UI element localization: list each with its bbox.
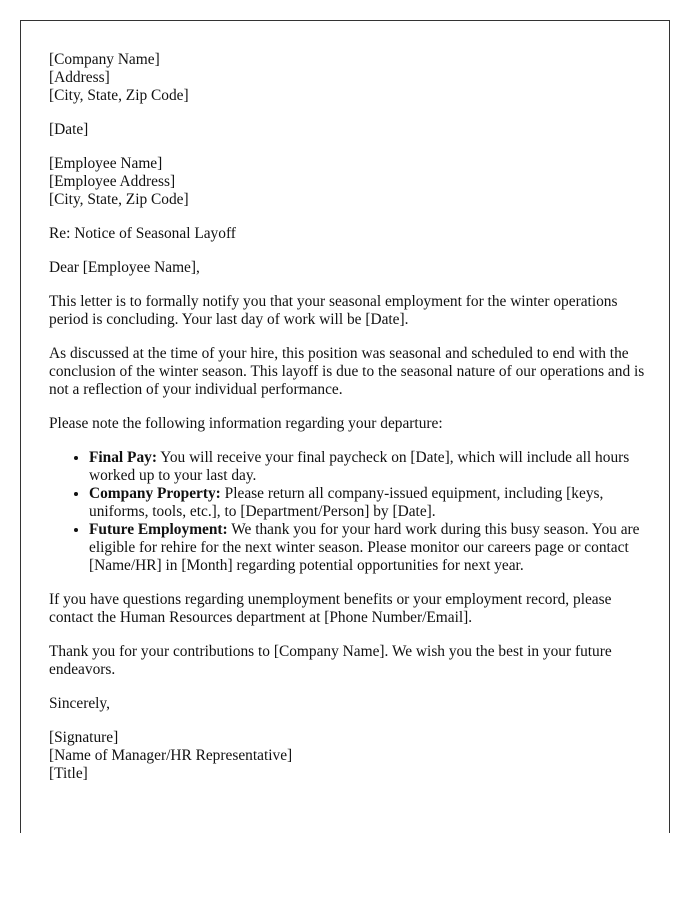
- list-item: [89, 449, 649, 485]
- recipient-block: [49, 155, 649, 209]
- letter-date: [Date]: [49, 121, 89, 138]
- paragraph: If you have questions regarding unemployment benefits or your employment record, please contact the Human Resources department at [Phone Number/Email].: [49, 591, 612, 626]
- letter-page: [20, 20, 670, 833]
- sender-block: [49, 51, 649, 105]
- recipient-address: [Employee Address]: [49, 173, 176, 190]
- recipient-city: [City, State, Zip Code]: [49, 191, 189, 208]
- paragraph: Thank you for your contributions to [Company Name]. We wish you the best in your future endeavors.: [49, 643, 612, 678]
- departure-info-list: [49, 449, 649, 575]
- item-text: We thank you for your hard work during this busy season. You are eligible for rehire for the next winter season. Please monitor our careers page or contact [Name/HR] in [Month] regarding potential opportunities for next year.: [89, 521, 640, 574]
- signature: [Signature]: [49, 729, 119, 746]
- paragraph: Please note the following information regarding your departure:: [49, 415, 443, 432]
- signoff: Sincerely,: [49, 695, 110, 712]
- signature-block: [49, 729, 649, 783]
- signer-name: [Name of Manager/HR Representative]: [49, 747, 293, 764]
- list-item: [89, 521, 649, 575]
- salutation: Dear [Employee Name],: [49, 259, 200, 276]
- list-item: [89, 485, 649, 521]
- item-label: Final Pay:: [89, 449, 157, 466]
- item-label: Future Employment:: [89, 521, 228, 538]
- item-text: Please return all company-issued equipment, including [keys, uniforms, tools, etc.], to [Department/Person] by [Date].: [89, 485, 604, 520]
- paragraph: This letter is to formally notify you that your seasonal employment for the winter operations period is concluding. Your last day of work will be [Date].: [49, 293, 618, 328]
- signer-title: [Title]: [49, 765, 88, 782]
- subject-line: Re: Notice of Seasonal Layoff: [49, 225, 236, 242]
- item-text: You will receive your final paycheck on [Date], which will include all hours worked up to your last day.: [89, 449, 630, 484]
- sender-city: [City, State, Zip Code]: [49, 87, 189, 104]
- item-label: Company Property:: [89, 485, 221, 502]
- recipient-name: [Employee Name]: [49, 155, 163, 172]
- sender-company: [Company Name]: [49, 51, 160, 68]
- sender-address: [Address]: [49, 69, 110, 86]
- paragraph: As discussed at the time of your hire, this position was seasonal and scheduled to end with the conclusion of the winter season. This layoff is due to the seasonal nature of our operations and is not a reflection of your individual performance.: [49, 345, 645, 398]
